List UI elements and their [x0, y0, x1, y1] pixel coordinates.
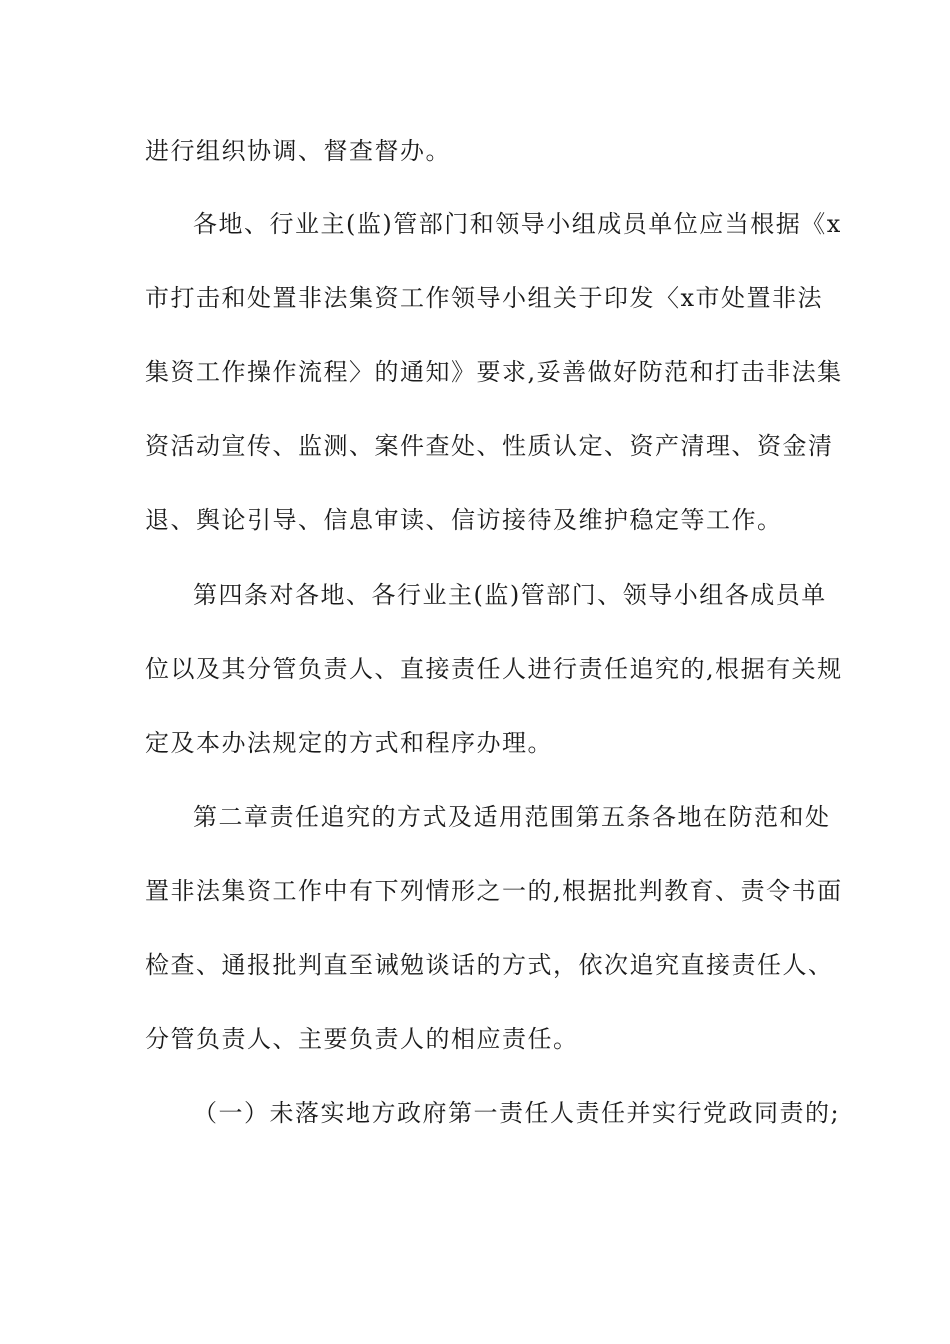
paragraph-line: 第四条对各地、各行业主(监)管部门、领导小组各成员单	[193, 581, 827, 609]
paragraph-line: 位以及其分管负责人、直接责任人进行责任追究的,根据有关规	[145, 655, 843, 683]
paragraph-line: 定及本办法规定的方式和程序办理。	[145, 729, 553, 757]
paragraph-line: 检查、通报批判直至诫勉谈话的方式，依次追究直接责任人、	[145, 951, 834, 979]
paragraph-line: 第二章责任追究的方式及适用范围第五条各地在防范和处	[193, 803, 831, 831]
paragraph-line: 退、舆论引导、信息审读、信访接待及维护稳定等工作。	[145, 506, 783, 534]
list-item-line: （一）未落实地方政府第一责任人责任并实行党政同责的;	[193, 1099, 841, 1127]
paragraph-line: 市打击和处置非法集资工作领导小组关于印发〈x市处置非法	[145, 284, 824, 312]
paragraph-line: 资活动宣传、监测、案件查处、性质认定、资产清理、资金清	[145, 432, 834, 460]
paragraph-line: 集资工作操作流程〉的通知》要求,妥善做好防范和打击非法集	[145, 358, 843, 386]
paragraph-line: 进行组织协调、督查督办。	[145, 137, 451, 165]
paragraph-line: 分管负责人、主要负责人的相应责任。	[145, 1025, 579, 1053]
paragraph-line: 各地、行业主(监)管部门和领导小组成员单位应当根据《x	[193, 210, 842, 238]
paragraph-line: 置非法集资工作中有下列情形之一的,根据批判教育、责令书面	[145, 877, 843, 905]
